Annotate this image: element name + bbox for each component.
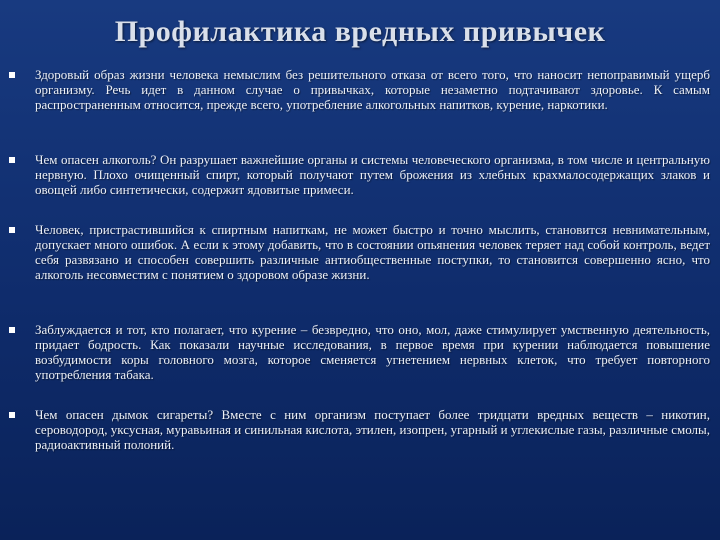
- square-bullet-icon: [9, 327, 15, 333]
- slide-title: Профилактика вредных привычек: [114, 15, 606, 48]
- bullet-text: Чем опасен дымок сигареты? Вместе с ним организм поступает более тридцати вредных веществ – никотин, сероводород, уксусная, муравьиная и синильная кислота, этилен, изопрен, угарный и углекислые газы, различные смолы, радиоактивный полоний.: [35, 407, 710, 452]
- bullet-text: Заблуждается и тот, кто полагает, что курение – безвредно, что оно, мол, даже стимулирует умственную деятельность, придает бодрость. Как показали научные исследования, в первое время при курении наблюдается повышение возбудимости коры головного мозга, которое сменяется угнетением нервных клеток, что требует повторного употребления табака.: [35, 322, 710, 382]
- square-bullet-icon: [9, 72, 15, 78]
- square-bullet-icon: [9, 412, 15, 418]
- bullet-text: Здоровый образ жизни человека немыслим без решительного отказа от всего того, что наносит непоправимый ущерб организму. Речь идет в данном случае о привычках, которые незаметно подтачивают здоровье. К самым распространенным относится, прежде всего, употребление алкогольных напитков, курение, наркотики.: [35, 67, 710, 112]
- square-bullet-icon: [9, 157, 15, 163]
- square-bullet-icon: [9, 227, 15, 233]
- bullet-text: Человек, пристрастившийся к спиртным напиткам, не может быстро и точно мыслить, становится невнимательным, допускает много ошибок. А если к этому добавить, что в состоянии опьянения человек теряет над собой контроль, ведет себя развязано и способен совершить различные антиобщественные поступки, то становится совершенно ясно, что алкоголь несовместим с понятием о здоровом образе жизни.: [35, 222, 710, 282]
- bullet-text: Чем опасен алкоголь? Он разрушает важнейшие органы и системы человеческого организма, в том числе и центральную нервную. Плохо очищенный спирт, который получают путем брожения из хлебных крахмалосодержащих злаков и овощей либо синтетически, содержит ядовитые примеси.: [35, 152, 710, 197]
